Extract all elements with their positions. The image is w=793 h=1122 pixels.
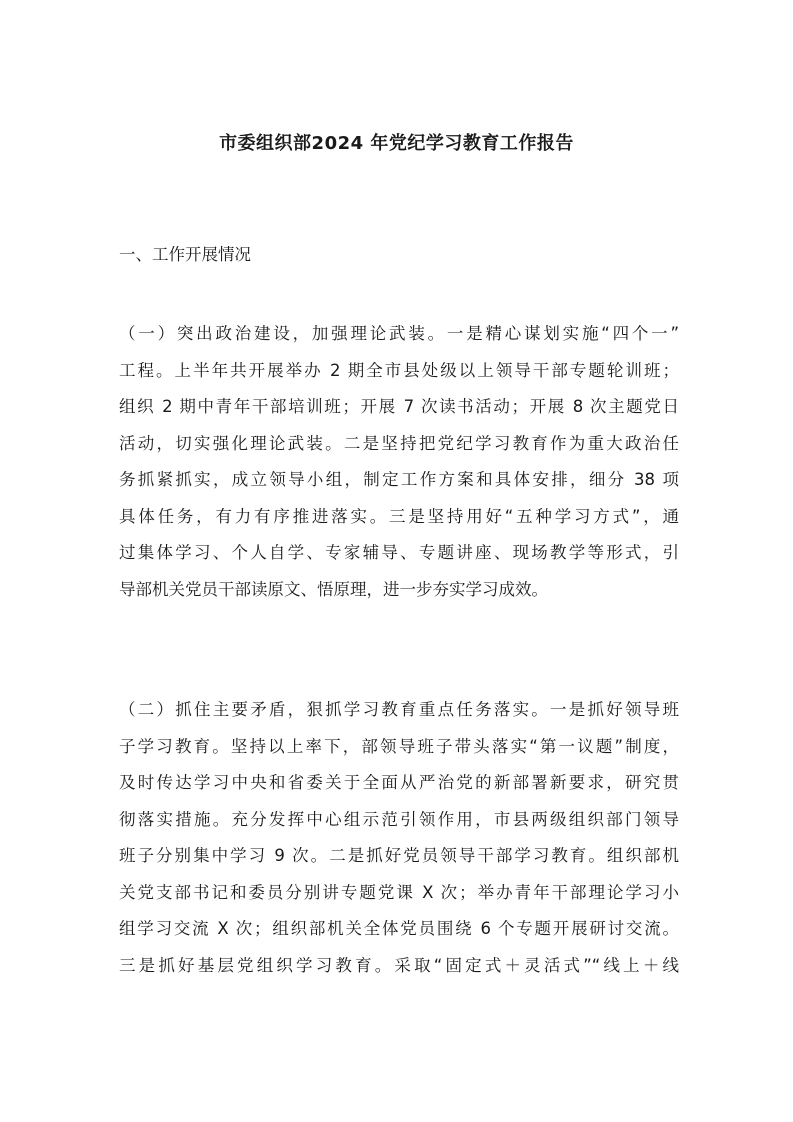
paragraph-line: 工程。上半年共开展举办 2 期全市县处级以上领导干部专题轮训班； bbox=[119, 360, 679, 380]
paragraph-2 bbox=[119, 692, 679, 984]
paragraph-line: 及时传达学习中央和省委关于全面从严治党的新部署新要求，研究贯 bbox=[119, 773, 679, 792]
paragraph-line: 子学习教育。坚持以上率下，部领导班子带头落实“第一议题”制度， bbox=[119, 736, 679, 756]
paragraph-line: 班子分别集中学习 9 次。二是抓好党员领导干部学习教育。组织部机 bbox=[119, 846, 679, 865]
section-heading: 一、工作开展情况 bbox=[119, 245, 251, 264]
paragraph-line: 务抓紧抓实，成立领导小组，制定工作方案和具体安排，细分 38 项 bbox=[119, 470, 679, 489]
paragraph-line: 具体任务，有力有序推进落实。三是坚持用好“五种学习方式”，通 bbox=[119, 506, 679, 526]
paragraph-line: 活动，切实强化理论武装。二是坚持把党纪学习教育作为重大政治任 bbox=[119, 433, 679, 453]
document-title: 市委组织部2024 年党纪学习教育工作报告 bbox=[219, 133, 574, 154]
paragraph-line: （一）突出政治建设，加强理论武装。一是精心谋划实施“四个一” bbox=[119, 324, 679, 343]
paragraph-line: （二）抓住主要矛盾，狠抓学习教育重点任务落实。一是抓好领导班 bbox=[119, 700, 679, 719]
paragraph-line: 三是抓好基层党组织学习教育。采取“固定式＋灵活式”“线上＋线 bbox=[119, 955, 679, 975]
paragraph-line: 过集体学习、个人自学、专家辅导、专题讲座、现场教学等形式，引 bbox=[119, 543, 679, 562]
paragraph-line: 组学习交流 X 次；组织部机关全体党员围绕 6 个专题开展研讨交流。 bbox=[119, 919, 679, 938]
paragraph-line: 组织 2 期中青年干部培训班；开展 7 次读书活动；开展 8 次主题党日 bbox=[119, 397, 679, 416]
paragraph-line: 关党支部书记和委员分别讲专题党课 X 次；举办青年干部理论学习小 bbox=[119, 882, 679, 902]
paragraph-line: 彻落实措施。充分发挥中心组示范引领作用，市县两级组织部门领导 bbox=[119, 809, 679, 829]
paragraph-1 bbox=[119, 316, 679, 608]
paragraph-line: 导部机关党员干部读原文、悟原理，进一步夯实学习成效。 bbox=[119, 579, 548, 599]
